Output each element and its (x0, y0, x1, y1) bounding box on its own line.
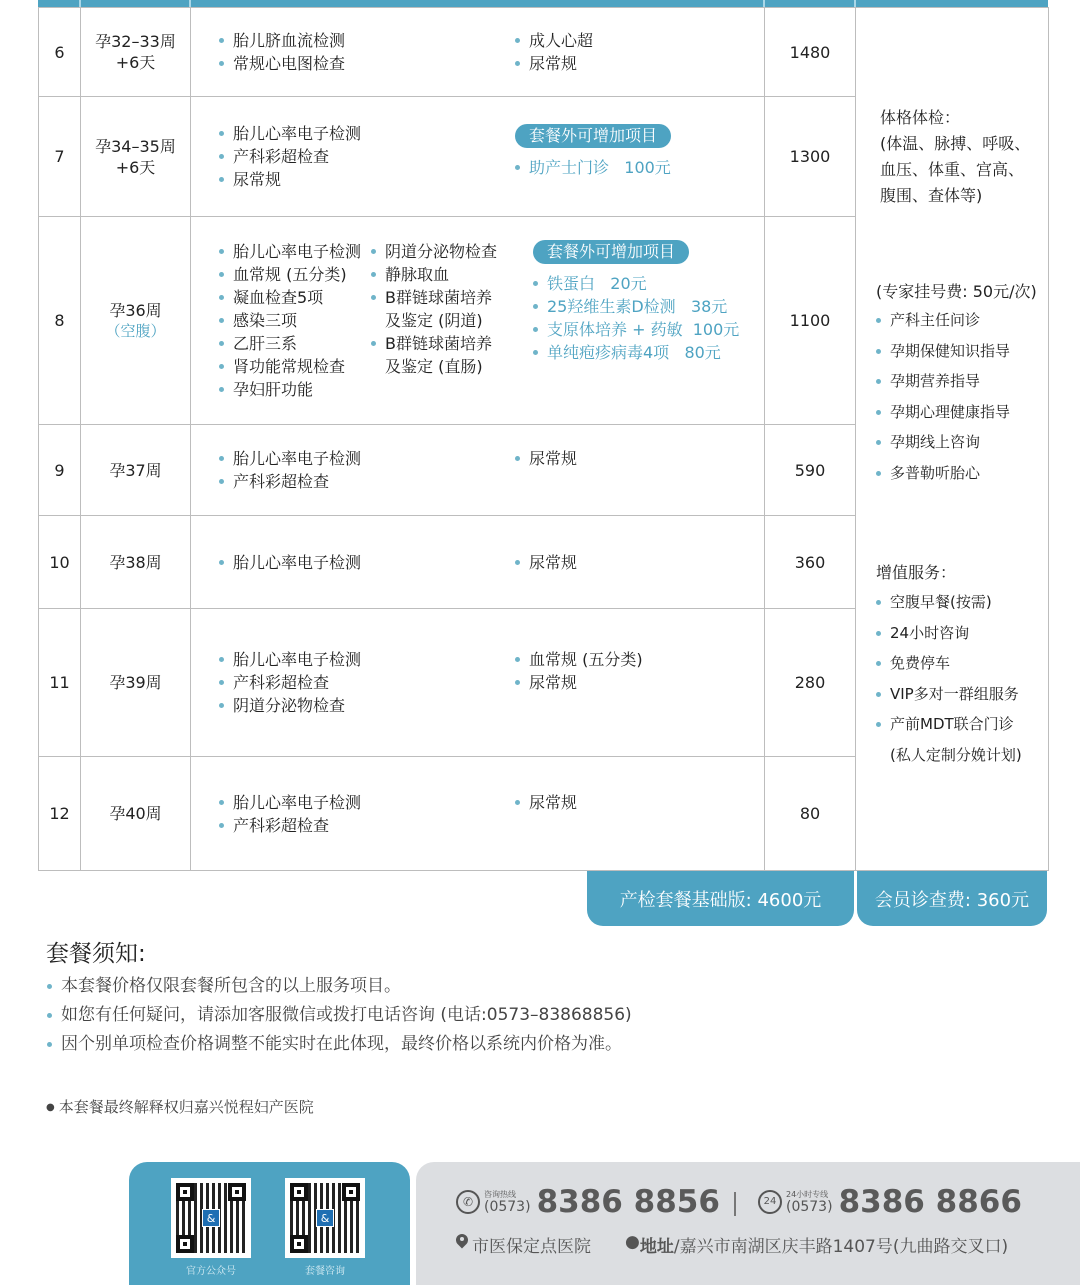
list-item: 乙肝三系 (219, 332, 371, 355)
hospital-logo-icon: & (202, 1209, 220, 1227)
list-item: 尿常规 (515, 447, 577, 470)
extra-items-block (515, 124, 671, 179)
value-added-title: 增值服务： (876, 563, 957, 582)
list-item: 及鉴定 (直肠) (385, 357, 483, 376)
header-separator (763, 0, 765, 7)
items-list-a (219, 240, 371, 401)
gestational-week: 孕40周 (81, 757, 191, 871)
list-item: 尿常规 (515, 551, 577, 574)
phone-icon: ✆ (456, 1190, 480, 1214)
list-item: 尿常规 (515, 52, 593, 75)
24h-phone-icon: 24 (758, 1190, 782, 1214)
notes-list (46, 972, 632, 1059)
bullet-icon: ● (625, 1232, 640, 1252)
hotline[interactable] (456, 1184, 720, 1220)
extra-items-badge: 套餐外可增加项目 (533, 240, 689, 264)
qr-finder-icon (290, 1183, 308, 1201)
hotline-label: 咨询热线 (484, 1190, 516, 1199)
package-total-badge: 产检套餐基础版: 4600元 (587, 871, 854, 926)
list-item: 常规心电图检查 (219, 52, 515, 75)
items-list-b (515, 648, 643, 717)
address-text: /嘉兴市南湖区庆丰路1407号(九曲路交叉口) (673, 1237, 1009, 1257)
included-services-column (856, 8, 1049, 871)
qr-code-official-account[interactable] (171, 1178, 251, 1258)
extra-items-badge: 套餐外可增加项目 (515, 124, 671, 148)
price: 1300 (765, 97, 856, 217)
items-list-b (515, 551, 577, 574)
items-list-a (219, 447, 515, 493)
list-item: 尿常规 (219, 168, 515, 191)
list-item: 胎儿心率电子检测 (219, 551, 515, 574)
list-item: B群链球菌培养 (371, 286, 533, 309)
fasting-note: （空腹） (105, 321, 166, 340)
physical-exam-title: 体格体检： (880, 108, 961, 127)
gestational-week: 孕38周 (81, 516, 191, 609)
area-code: (0573) (786, 1199, 833, 1215)
physical-exam-line: (体温、脉搏、呼吸、 (880, 134, 1031, 153)
area-code: (0573) (484, 1199, 531, 1215)
qr-finder-icon (228, 1183, 246, 1201)
list-item: VIP多对一群组服务 (876, 679, 1022, 710)
extra-items-block (533, 240, 739, 401)
list-item: 孕期心理健康指导 (876, 397, 1037, 428)
list-item: 感染三项 (219, 309, 371, 332)
address-label: 地址 (639, 1237, 674, 1257)
price: 1100 (765, 217, 856, 425)
list-item: 产科彩超检查 (219, 145, 515, 168)
list-item: 产前MDT联合门诊 (876, 709, 1022, 740)
list-item: 支原体培养 + 药敏 100元 (533, 318, 739, 341)
list-item: 24小时咨询 (876, 618, 1022, 649)
prenatal-checkup-table (38, 7, 1049, 871)
gestational-week (81, 97, 191, 217)
row-number: 9 (39, 425, 81, 516)
note-item: 如您有任何疑问，请添加客服微信或拨打电话咨询 (电话:0573–83868856) (46, 1001, 632, 1030)
checkup-items (191, 217, 765, 425)
list-item: B群链球菌培养 (371, 332, 533, 355)
list-item: 产科彩超检查 (219, 814, 515, 837)
qr-finder-icon (342, 1183, 360, 1201)
list-item: 孕期营养指导 (876, 366, 1037, 397)
row-number: 12 (39, 757, 81, 871)
note-item: 本套餐价格仅限套餐所包含的以上服务项目。 (46, 972, 632, 1001)
divider (734, 1192, 736, 1216)
items-list-a (219, 29, 515, 75)
checkup-items (191, 516, 765, 609)
price: 280 (765, 609, 856, 757)
qr-code-panel (129, 1162, 410, 1285)
row-number: 10 (39, 516, 81, 609)
week-label: 孕32–33周 (95, 32, 176, 51)
gestational-week (81, 8, 191, 97)
week-label-sub: +6天 (115, 53, 156, 72)
list-item: 产科主任问诊 (876, 305, 1037, 336)
qr-label: 官方公众号 (186, 1266, 236, 1277)
price: 80 (765, 757, 856, 871)
list-item: 产科彩超检查 (219, 671, 515, 694)
list-item: 胎儿脐血流检测 (219, 29, 515, 52)
hotline-24h[interactable] (758, 1184, 1022, 1220)
qr-finder-icon (176, 1183, 194, 1201)
list-item: 静脉取血 (371, 263, 533, 286)
items-list-b (515, 791, 577, 837)
disclaimer: ● 本套餐最终解释权归嘉兴悦程妇产医院 (46, 1096, 314, 1117)
header-separator (854, 0, 856, 7)
list-item: 胎儿心率电子检测 (219, 240, 371, 263)
list-item: 尿常规 (515, 671, 643, 694)
list-item: 免费停车 (876, 648, 1022, 679)
list-item: (私人定制分娩计划) (890, 745, 1022, 764)
hotline-24h-label: 24小时专线 (786, 1190, 829, 1199)
list-item: 胎儿心率电子检测 (219, 447, 515, 470)
contact-panel (416, 1162, 1080, 1285)
checkup-items (191, 425, 765, 516)
checkup-items (191, 757, 765, 871)
note-item: 因个别单项检查价格调整不能实时在此体现，最终价格以系统内价格为准。 (46, 1030, 632, 1059)
location-pin-icon (456, 1234, 468, 1250)
qr-finder-icon (290, 1235, 308, 1253)
list-item: 单纯疱疹病毒4项 80元 (533, 341, 739, 364)
hospital-logo-icon: & (316, 1209, 334, 1227)
list-item: 铁蛋白 20元 (533, 272, 739, 295)
list-item: 胎儿心率电子检测 (219, 648, 515, 671)
services-block (876, 279, 1037, 488)
price: 1480 (765, 8, 856, 97)
items-list-a (219, 791, 515, 837)
gestational-week (81, 217, 191, 425)
price: 360 (765, 516, 856, 609)
qr-code-package-consult[interactable] (285, 1178, 365, 1258)
list-item: 产科彩超检查 (219, 470, 515, 493)
items-list-b (515, 447, 577, 493)
extra-items-list (533, 272, 739, 364)
hotline-number: 8386 8856 (536, 1184, 720, 1220)
list-item: 孕期保健知识指导 (876, 336, 1037, 367)
list-item: 凝血检查5项 (219, 286, 371, 309)
list-item: 及鉴定 (阴道) (385, 311, 483, 330)
table-row (39, 8, 1049, 97)
row-number: 6 (39, 8, 81, 97)
gestational-week: 孕37周 (81, 425, 191, 516)
list-item: 多普勒听胎心 (876, 458, 1037, 489)
list-item: 助产士门诊 100元 (515, 156, 671, 179)
price: 590 (765, 425, 856, 516)
items-list-a (219, 551, 515, 574)
list-item: 肾功能常规检查 (219, 355, 371, 378)
hotline-24h-number: 8386 8866 (838, 1184, 1022, 1220)
list-item: 阴道分泌物检查 (371, 240, 533, 263)
physical-exam-line: 腹围、查体等) (880, 186, 983, 205)
physical-exam-line: 血压、体重、宫高、 (880, 160, 1025, 179)
value-added-block (876, 559, 1022, 770)
checkup-items (191, 8, 765, 97)
qr-finder-icon (176, 1235, 194, 1253)
value-added-list (876, 587, 1022, 770)
table-header-bar (38, 0, 1048, 7)
checkup-items (191, 609, 765, 757)
physical-exam-block (880, 105, 1030, 209)
member-fee-badge: 会员诊查费: 360元 (857, 871, 1047, 926)
row-number: 8 (39, 217, 81, 425)
list-item: 胎儿心率电子检测 (219, 791, 515, 814)
items-list-b (371, 240, 533, 401)
list-item: 孕期线上咨询 (876, 427, 1037, 458)
items-list-b (515, 29, 593, 75)
list-item: 25羟维生素D检测 38元 (533, 295, 739, 318)
row-number: 7 (39, 97, 81, 217)
insurance-label: 市医保定点医院 (472, 1237, 591, 1257)
address-row (456, 1232, 1008, 1257)
expert-fee: (专家挂号费: 50元/次) (876, 282, 1037, 301)
list-item: 血常规 (五分类) (515, 648, 643, 671)
list-item: 孕妇肝功能 (219, 378, 371, 401)
list-item: 胎儿心率电子检测 (219, 122, 515, 145)
package-notes (46, 935, 632, 1059)
notes-title: 套餐须知: (46, 941, 146, 967)
list-item: 成人心超 (515, 29, 593, 52)
list-item: 阴道分泌物检查 (219, 694, 515, 717)
header-separator (79, 0, 81, 7)
items-list-a (219, 122, 515, 191)
checkup-items (191, 97, 765, 217)
services-list (876, 305, 1037, 488)
header-separator (189, 0, 191, 7)
list-item: 空腹早餐(按需) (876, 587, 1022, 618)
items-list-a (219, 648, 515, 717)
week-label: 孕36周 (109, 300, 162, 320)
gestational-week: 孕39周 (81, 609, 191, 757)
extra-items-list (515, 156, 671, 179)
list-item: 尿常规 (515, 791, 577, 814)
week-label: 孕34–35周 (95, 136, 176, 156)
qr-label: 套餐咨询 (305, 1266, 345, 1277)
list-item: 血常规 (五分类) (219, 263, 371, 286)
week-label-sub: +6天 (115, 157, 156, 177)
row-number: 11 (39, 609, 81, 757)
